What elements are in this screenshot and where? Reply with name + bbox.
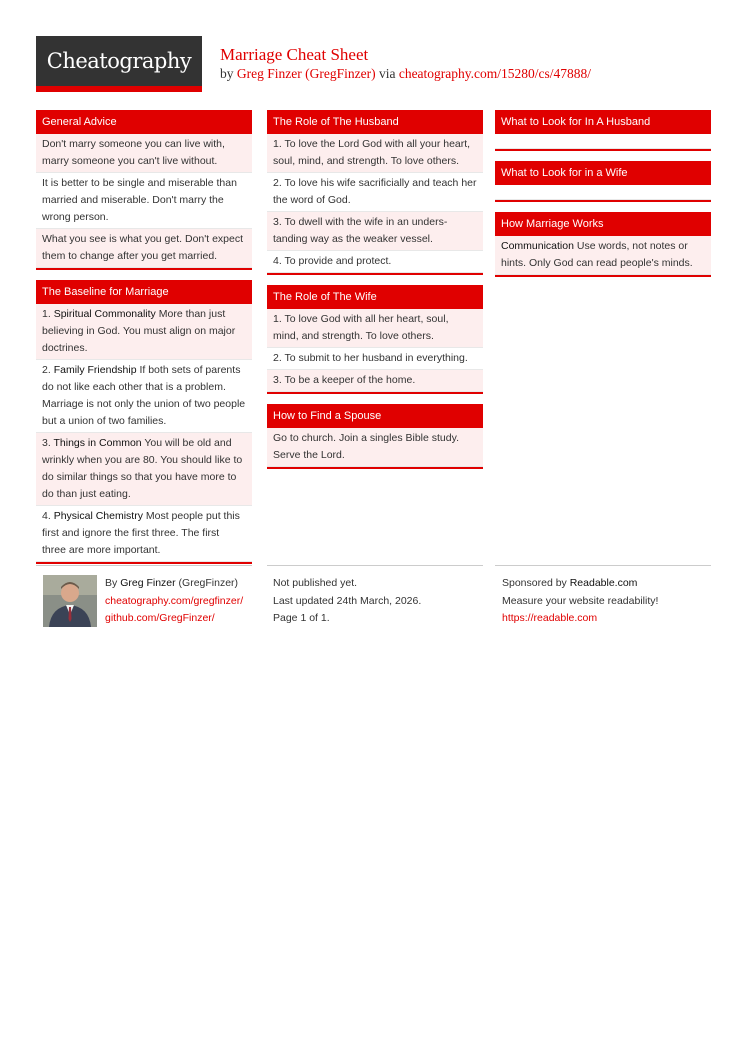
section-header: What to Look for In A Husband bbox=[495, 110, 711, 134]
baseline-section bbox=[36, 280, 252, 564]
list-item bbox=[495, 236, 711, 275]
sponsor-name[interactable]: Readable.com bbox=[569, 577, 638, 589]
item-text: You will be old and wrinkly when you are 80. You should like to do similar things so that you have more to do than just eating. bbox=[42, 437, 243, 500]
section-header: General Advice bbox=[36, 110, 252, 134]
footer-author-name[interactable]: Greg Finzer bbox=[120, 577, 176, 589]
item-number: 1. bbox=[42, 308, 51, 320]
item-term: Family Friendship bbox=[53, 364, 137, 376]
section-header: The Role of The Wife bbox=[267, 285, 483, 309]
byline-by: by bbox=[220, 66, 234, 81]
item-text: More than just believing in God. You must align on major doctrines. bbox=[42, 308, 236, 354]
published-status: Not published yet. bbox=[273, 577, 358, 589]
wife-role-section bbox=[267, 285, 483, 394]
sponsored-by: Sponsored by bbox=[502, 577, 567, 589]
how-marriage-works-section bbox=[495, 212, 711, 277]
section-header: How to Find a Spouse bbox=[267, 404, 483, 428]
section-header: What to Look for in a Wife bbox=[495, 161, 711, 185]
footer-author bbox=[105, 575, 243, 628]
item-text: If both sets of parents do not like each other that is a problem. Marriage is not only the union of two people but a union of two families. bbox=[42, 364, 246, 427]
list-item: 1. To love the Lord God with all your heart, soul, mind, and strength. To love others. bbox=[267, 134, 483, 173]
sponsor-tagline: Measure your website readability! bbox=[502, 594, 659, 607]
page-title[interactable]: Marriage Cheat Sheet bbox=[220, 45, 369, 64]
sponsor-link[interactable]: https://readable.com bbox=[502, 612, 598, 624]
list-item: 2. To submit to her husband in everything. bbox=[267, 348, 483, 370]
footer-divider bbox=[267, 565, 483, 566]
byline bbox=[220, 66, 591, 82]
look-wife-section bbox=[495, 161, 711, 202]
list-item: 3. To be a keeper of the home. bbox=[267, 370, 483, 392]
page-count: Page 1 of 1. bbox=[273, 612, 330, 624]
list-item: It is better to be single and miserable than married and miserable. Don't marry the wrong person. bbox=[36, 173, 252, 229]
empty-row bbox=[495, 185, 711, 200]
section-header: The Baseline for Marriage bbox=[36, 280, 252, 304]
logo-text: Cheatography bbox=[46, 49, 192, 73]
list-item: 2. To love his wife sacrificially and teach her the word of God. bbox=[267, 173, 483, 212]
item-number: 4. bbox=[42, 510, 51, 522]
sponsor-line bbox=[502, 575, 658, 593]
list-item bbox=[36, 506, 252, 562]
cheatography-profile-link[interactable]: cheatography.com/gregfinzer/ bbox=[105, 594, 244, 607]
list-item bbox=[36, 360, 252, 433]
column-3 bbox=[495, 110, 711, 287]
item-text: Use words, not notes or hints. Only God can read people's minds. bbox=[501, 240, 693, 269]
cheatography-logo[interactable] bbox=[36, 36, 202, 92]
list-item: Go to church. Join a singles Bible study. Serve the Lord. bbox=[267, 428, 483, 467]
list-item bbox=[36, 433, 252, 506]
find-spouse-section bbox=[267, 404, 483, 469]
item-term: Communication bbox=[501, 240, 574, 252]
item-term: Spiritual Commonality bbox=[53, 308, 156, 320]
footer-meta bbox=[273, 575, 421, 628]
sheet-url-link[interactable]: cheatography.com/15280/cs/47888/ bbox=[398, 66, 592, 81]
look-husband-section bbox=[495, 110, 711, 151]
column-2 bbox=[267, 110, 483, 479]
author-link[interactable]: Greg Finzer (GregFinzer) bbox=[236, 66, 376, 81]
section-header: The Role of The Husband bbox=[267, 110, 483, 134]
byline-via: via bbox=[378, 66, 396, 81]
footer-divider bbox=[495, 565, 711, 566]
item-text: Most people put this first and ignore the first three. The first three are more important. bbox=[42, 510, 240, 556]
author-avatar bbox=[43, 575, 97, 627]
list-item: 3. To dwell with the wife in an understanding way as the weaker vessel. bbox=[267, 212, 483, 251]
footer-author-handle: (GregFinzer) bbox=[178, 577, 239, 589]
husband-role-section bbox=[267, 110, 483, 275]
column-1 bbox=[36, 110, 252, 574]
last-updated: Last updated 24th March, 2026. bbox=[273, 594, 422, 607]
section-header: How Marriage Works bbox=[495, 212, 711, 236]
list-item: What you see is what you get. Don't expect them to change after you get married. bbox=[36, 229, 252, 268]
item-number: 2. bbox=[42, 364, 51, 376]
list-item: Don't marry someone you can live with, marry someone you can't live without. bbox=[36, 134, 252, 173]
footer-divider bbox=[36, 565, 252, 566]
item-term: Things in Common bbox=[53, 437, 142, 449]
item-term: Physical Chemistry bbox=[53, 510, 143, 522]
list-item bbox=[36, 304, 252, 360]
footer-author-line bbox=[105, 575, 243, 593]
footer-by: By bbox=[105, 577, 118, 589]
item-number: 3. bbox=[42, 437, 51, 449]
github-link[interactable]: github.com/GregFinzer/ bbox=[105, 612, 215, 624]
general-advice-section bbox=[36, 110, 252, 270]
list-item: 4. To provide and protect. bbox=[267, 251, 483, 273]
footer-sponsor bbox=[502, 575, 658, 628]
empty-row bbox=[495, 134, 711, 149]
list-item: 1. To love God with all her heart, soul, mind, and strength. To love others. bbox=[267, 309, 483, 348]
